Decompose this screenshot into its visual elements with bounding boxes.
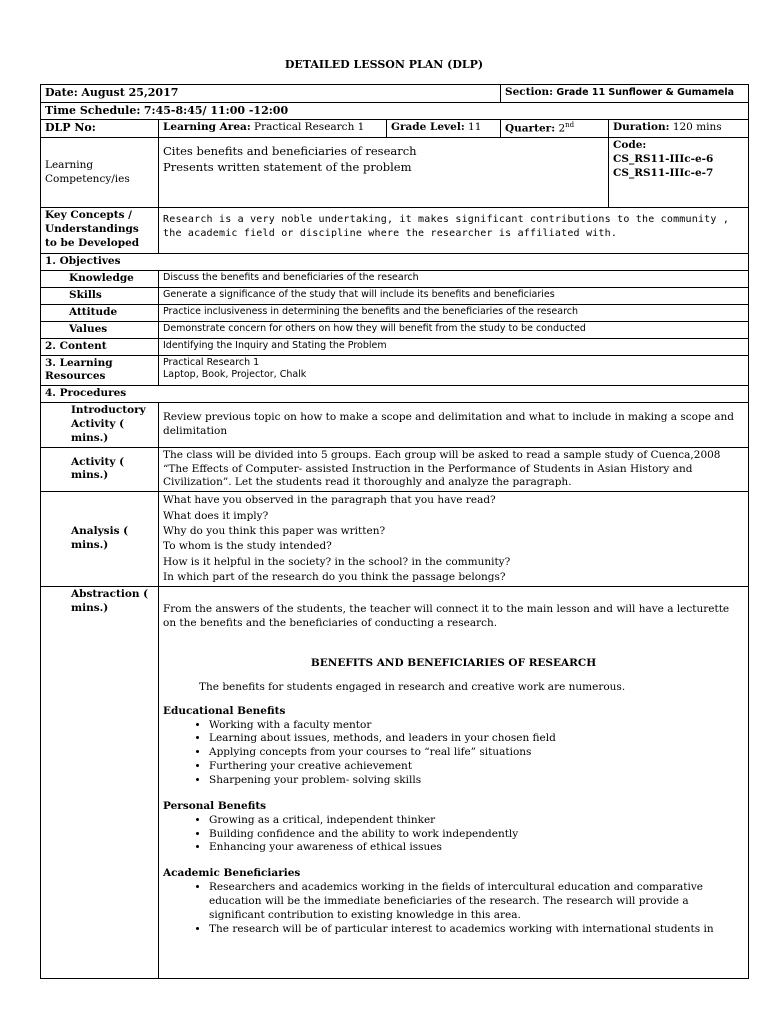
resources-text: Practical Research 1 Laptop, Book, Projector, Chalk <box>159 355 749 386</box>
duration-cell: Duration: 120 mins <box>609 120 749 138</box>
objective-label-skills: Skills <box>41 288 159 305</box>
intro-label: Introductory Activity ( mins.) <box>41 403 159 448</box>
key-concepts-text: Research is a very noble undertaking, it makes significant contributions to the community , the academic field or discipline where the researcher is affiliated with. <box>159 208 749 254</box>
list-item: • Enhancing your awareness of ethical issues <box>209 841 744 855</box>
objective-text-skills: Generate a significance of the study that will include its benefits and beneficiaries <box>159 288 749 305</box>
activity-label: Activity ( mins.) <box>41 447 159 492</box>
objective-label-attitude: Attitude <box>41 304 159 321</box>
list-item: • Researchers and academics working in the fields of intercultural education and comparative education will be the immediate beneficiaries of the research. The research will provide a significant contribution to existing knowledge in this area. <box>209 881 744 923</box>
objective-text-attitude: Practice inclusiveness in determining the benefits and the beneficiaries of the research <box>159 304 749 321</box>
academic-list <box>163 881 744 936</box>
list-item: • Working with a faculty mentor <box>209 719 744 733</box>
benefits-heading: BENEFITS AND BENEFICIARIES OF RESEARCH <box>310 656 597 669</box>
list-item: • Learning about issues, methods, and leaders in your chosen field <box>209 732 744 746</box>
list-item: • Applying concepts from your courses to “real life” situations <box>209 746 744 760</box>
quarter-cell: Quarter: 2nd <box>501 120 609 138</box>
resources-label: 3. Learning Resources <box>41 355 159 386</box>
code-cell: Code: CS_RS11-IIIc-e-6 CS_RS11-IIIc-e-7 <box>609 138 749 208</box>
objective-label-knowledge: Knowledge <box>41 271 159 288</box>
grade-level-cell: Grade Level: 11 <box>387 120 501 138</box>
competency-label: Learning Competency/ies <box>41 138 159 208</box>
lesson-plan-table <box>40 84 749 979</box>
objective-label-values: Values <box>41 321 159 338</box>
learning-area-cell: Learning Area: Practical Research 1 <box>159 120 387 138</box>
activity-text: The class will be divided into 5 groups. Each group will be asked to read a sample study of Cuenca,2008 “The Effects of Computer- assisted Instruction in the Performance of Students in Asian History and Civilization”. Let the students read it thoroughly and analyze the paragraph. <box>159 447 749 492</box>
educational-list <box>163 719 744 788</box>
academic-heading: Academic Beneficiaries <box>163 867 301 880</box>
educational-heading: Educational Benefits <box>163 704 286 717</box>
content-text: Identifying the Inquiry and Stating the Problem <box>159 338 749 355</box>
analysis-question: What have you observed in the paragraph that you have read? <box>163 494 496 507</box>
analysis-question: To whom is the study intended? <box>163 540 332 553</box>
analysis-questions <box>159 492 749 587</box>
dlp-no-cell: DLP No: <box>41 120 159 138</box>
list-item: • Sharpening your problem- solving skills <box>209 774 744 788</box>
abstraction-intro: From the answers of the students, the teacher will connect it to the main lesson and will have a lecturette on the benefits and the beneficiaries of conducting a research. <box>163 603 730 630</box>
list-item: • Building confidence and the ability to work independently <box>209 828 744 842</box>
objective-text-knowledge: Discuss the benefits and beneficiaries of the research <box>159 271 749 288</box>
list-item: • Growing as a critical, independent thinker <box>209 814 744 828</box>
time-schedule-cell: Time Schedule: 7:45-8:45/ 11:00 -12:00 <box>41 102 749 120</box>
procedures-heading: 4. Procedures <box>41 386 749 403</box>
date-cell: Date: August 25,2017 <box>41 85 501 103</box>
page-title: DETAILED LESSON PLAN (DLP) <box>284 58 484 71</box>
personal-heading: Personal Benefits <box>163 799 267 812</box>
abstraction-content <box>159 587 749 979</box>
analysis-question: How is it helpful in the society? in the school? in the community? <box>163 555 511 568</box>
objective-text-values: Demonstrate concern for others on how they will benefit from the study to be conducted <box>159 321 749 338</box>
competency-text: Cites benefits and beneficiaries of research Presents written statement of the problem <box>159 138 609 208</box>
analysis-label: Analysis ( mins.) <box>41 492 159 587</box>
personal-list <box>163 814 744 856</box>
analysis-question: In which part of the research do you think the passage belongs? <box>163 570 506 583</box>
abstraction-label: Abstraction ( mins.) <box>41 587 159 979</box>
list-item: • The research will be of particular interest to academics working with international students in <box>209 923 744 937</box>
intro-text: Review previous topic on how to make a scope and delimitation and what to include in making a scope and delimitation <box>159 403 749 448</box>
content-label: 2. Content <box>41 338 159 355</box>
list-item: • Furthering your creative achievement <box>209 760 744 774</box>
analysis-question: What does it imply? <box>163 509 269 522</box>
analysis-question: Why do you think this paper was written? <box>163 524 386 537</box>
key-concepts-label: Key Concepts / Understandings to be Developed <box>41 208 159 254</box>
section-cell: Section: Grade 11 Sunflower & Gumamela <box>501 85 749 103</box>
benefits-intro: The benefits for students engaged in research and creative work are numerous. <box>199 680 626 693</box>
objectives-heading: 1. Objectives <box>41 254 749 271</box>
